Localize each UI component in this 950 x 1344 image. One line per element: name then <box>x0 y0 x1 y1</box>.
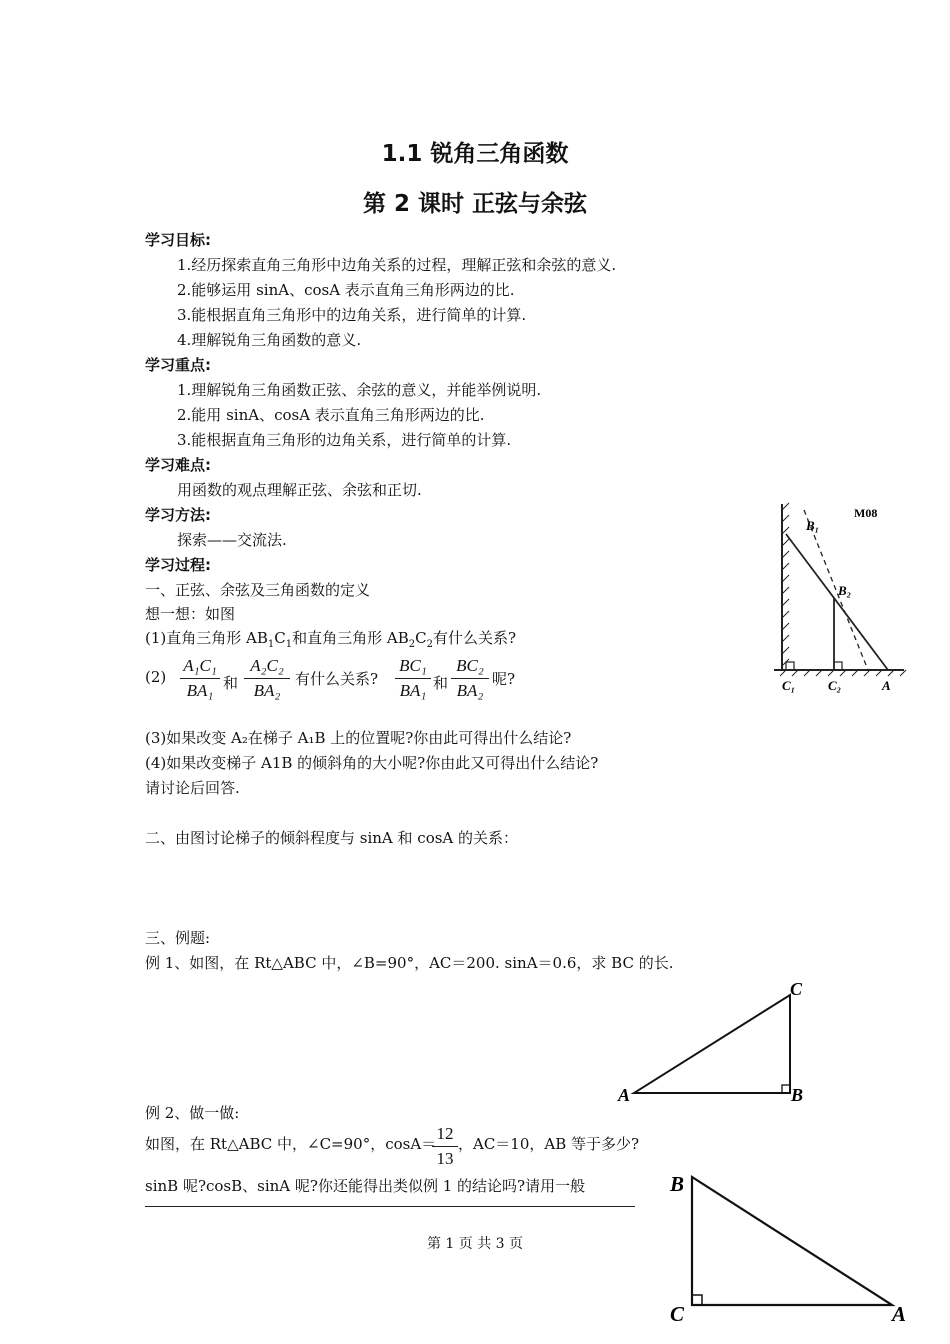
label-a: A <box>882 678 891 693</box>
right-angle-c2 <box>834 662 842 670</box>
right-angle-c <box>692 1295 702 1305</box>
example-2-text-a: 如图，在 Rt△ABC 中，∠C=90°，cosA＝ <box>145 1135 437 1153</box>
example-2-text-b: ，AC＝10，AB 等于多少? <box>458 1135 640 1153</box>
section-3-heading: 三、例题: <box>145 929 211 947</box>
ne-text: 呢? <box>492 670 516 688</box>
example-2-text-c: sinB 呢?cosB、sinA 呢?你还能得出类似例 1 的结论吗?请用一般 <box>145 1177 586 1195</box>
objective-item: 3.能根据直角三角形中的边角关系，进行简单的计算. <box>177 306 527 324</box>
example-2-title: 例 2、做一做: <box>145 1104 240 1122</box>
triangle-abc <box>692 1177 892 1305</box>
fraction-bc2-ba2: BC₂ BA₂ <box>451 656 489 701</box>
section-2-heading: 二、由图讨论梯子的倾斜程度与 sinA 和 cosA 的关系： <box>145 829 519 847</box>
discuss-prompt: 请讨论后回答. <box>145 779 240 797</box>
relation-text: 有什么关系? <box>295 670 379 688</box>
difficulty-heading: 学习难点: <box>145 456 211 474</box>
label-b: B <box>670 1172 685 1196</box>
method-text: 探索——交流法. <box>177 531 287 549</box>
example-1: 例 1、如图，在 Rt△ABC 中，∠B=90°，AC＝200. sinA＝0.6，求 BC 的长. <box>145 954 674 972</box>
label-c2: C₂ <box>828 678 842 693</box>
ladder-figure <box>768 500 908 695</box>
question-1: (1)直角三角形 $AB_1C_1$和直角三角形 $AB_2C_2$有什么关系? <box>145 629 517 650</box>
lesson-subtitle: 第 2 课时 正弦与余弦 <box>362 191 588 217</box>
page-footer: 第 1 页 共 3 页 <box>426 1236 524 1252</box>
section-1-heading: 一、正弦、余弦及三角函数的定义 <box>145 581 371 599</box>
and-text: 和 <box>433 674 449 692</box>
label-b2: B₂ <box>838 583 852 598</box>
ladder-line <box>786 534 888 670</box>
label-b1: B₁ <box>806 518 820 533</box>
label-c: C <box>790 979 803 999</box>
objective-item: 2.能够运用 sinA、cosA 表示直角三角形两边的比. <box>177 281 515 299</box>
difficulty-text: 用函数的观点理解正弦、余弦和正切. <box>177 481 422 499</box>
key-point-item: 3.能根据直角三角形的边角关系，进行简单的计算. <box>177 431 512 449</box>
right-angle-b <box>782 1085 790 1093</box>
label-c: C <box>670 1302 685 1326</box>
objective-item: 4.理解锐角三角函数的意义. <box>177 331 362 349</box>
footer-divider <box>145 1206 635 1207</box>
key-points-heading: 学习重点: <box>145 356 211 374</box>
figure-tag: M08 <box>854 506 878 520</box>
method-heading: 学习方法: <box>145 506 211 524</box>
label-a: A <box>618 1085 631 1105</box>
example-1-triangle <box>612 975 812 1110</box>
key-point-item: 1.理解锐角三角函数正弦、余弦的意义，并能举例说明. <box>177 381 542 399</box>
label-c1: C₁ <box>782 678 796 693</box>
label-b: B <box>791 1085 804 1105</box>
process-heading: 学习过程: <box>145 556 211 574</box>
triangle-abc <box>634 995 790 1093</box>
objectives-heading: 学习目标: <box>145 231 211 249</box>
page-title: 1.1 锐角三角函数 <box>381 141 569 167</box>
objective-item: 1.经历探索直角三角形中边角关系的过程，理解正弦和余弦的意义. <box>177 256 617 274</box>
right-angle-c1 <box>786 662 794 670</box>
think-prompt: 想一想：如图 <box>145 605 236 623</box>
question-4: (4)如果改变梯子 A1B 的倾斜角的大小呢?你由此又可得出什么结论? <box>145 754 599 772</box>
and-text: 和 <box>223 674 239 692</box>
label-a: A <box>892 1302 907 1326</box>
key-point-item: 2.能用 sinA、cosA 表示直角三角形两边的比. <box>177 406 485 424</box>
wall-hatch <box>782 503 789 666</box>
fraction-a1c1-ba1: A₁C₁ BA₁ <box>180 656 220 701</box>
example-2-triangle <box>664 1165 919 1341</box>
fraction-a2c2-ba2: A₂C₂ BA₂ <box>244 656 290 701</box>
question-2-label: (2) <box>145 668 167 686</box>
fraction-bc1-ba1: BC₁ BA₁ <box>395 656 431 701</box>
fraction-12-13: 12 13 <box>432 1124 458 1169</box>
dashed-ladder-line <box>804 510 868 670</box>
question-3: (3)如果改变 A₂在梯子 A₁B 上的位置呢?你由此可得出什么结论? <box>145 729 572 747</box>
